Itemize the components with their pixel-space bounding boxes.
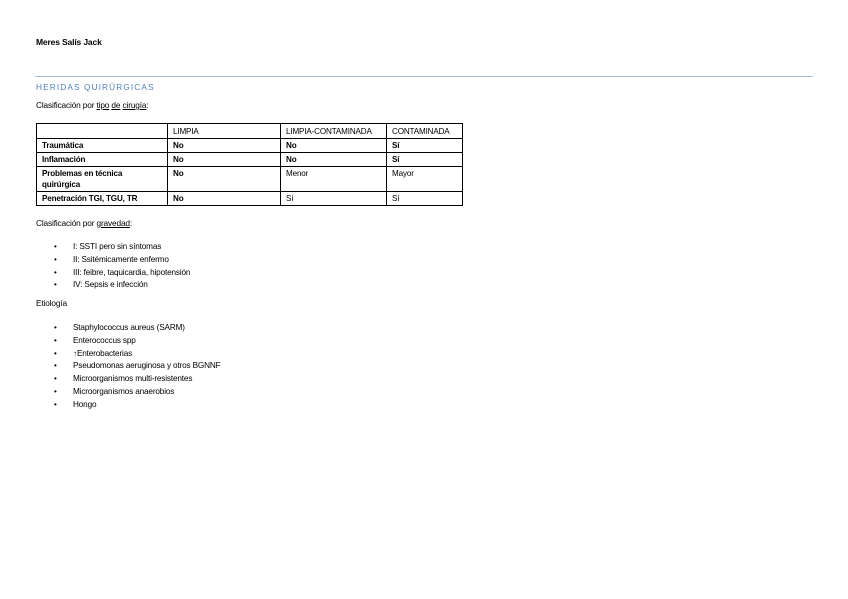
bullet-icon: • [54,335,57,345]
list-item-text: Enterococcus spp [73,335,136,345]
table-cell: No [168,139,281,153]
table-row [37,153,463,167]
section-divider [35,76,813,77]
table-cell: Menor [281,167,387,192]
heading-underlined: cirugía [122,100,147,110]
list-item [36,241,190,254]
heading-text: Clasificación por [36,100,97,110]
list-item-text: Staphylococcus aureus (SARM) [73,323,185,332]
list-item [36,322,221,335]
list-item [36,373,221,386]
table-row-header: Inflamación [37,153,168,167]
etiologia-list [36,322,221,412]
list-item [36,386,221,399]
heading-text: Clasificación por [36,218,97,228]
list-item-text: I: SSTI pero sin síntomas [73,242,162,251]
section-title: HERIDAS QUIRÚRGICAS [36,82,155,92]
bullet-icon: • [54,267,57,277]
bullet-icon: • [54,361,57,371]
list-item-text: Microorganismos anaerobios [73,386,175,396]
list-item-text: Pseudomonas aeruginosa y otros BGNNF [73,361,221,371]
list-item-text: II: Ssitémicamente enfermo [73,254,169,264]
bullet-icon: • [54,242,57,251]
clasificacion-gravedad-heading [36,218,132,228]
table-cell: Sí [387,192,463,206]
table-row-header: Penetración TGI, TGU, TR [37,192,168,206]
list-item-text: ↑Enterobacterias [73,348,133,358]
list-item [36,360,221,373]
surgery-type-table [36,123,463,206]
heading-text: : [146,100,149,110]
table-header-row [37,124,463,139]
list-item [36,399,221,412]
table-row-header: Traumática [37,139,168,153]
bullet-icon: • [54,348,57,358]
list-item [36,267,190,280]
table-cell: No [281,139,387,153]
table-cell: Sí [281,192,387,206]
list-item [36,335,221,348]
table-header-cell: LIMPIA-CONTAMINADA [281,124,387,139]
list-item-text: III: feibre, taquicardia, hipotensión [73,267,191,277]
author-name: Meres Salís Jack [36,37,102,47]
heading-underlined: de [111,100,121,110]
table-cell: Sí [387,153,463,167]
list-item-text: Hongo [73,399,97,409]
bullet-icon: • [54,374,57,384]
clasificacion-tipo-heading [36,100,149,110]
table-header-cell: CONTAMINADA [387,124,463,139]
list-item-text: Microorganismos multi-resistentes [73,374,193,384]
gravedad-list [36,241,190,292]
table-header-cell [37,124,168,139]
bullet-icon: • [54,280,57,290]
table-cell: Mayor [387,167,463,192]
heading-underlined: tipo [96,100,110,110]
table-header-cell: LIMPIA [168,124,281,139]
table-cell: Sí [387,139,463,153]
table-cell: No [168,153,281,167]
list-item [36,254,190,267]
bullet-icon: • [54,386,57,396]
heading-text: : [129,218,133,228]
table-cell: No [281,153,387,167]
table-row [37,139,463,153]
list-item [36,348,221,361]
bullet-icon: • [54,323,57,332]
bullet-icon: • [54,254,57,264]
list-item [36,279,190,292]
bullet-icon: • [54,399,57,409]
table-row-header: Problemas en técnica quirúrgica [37,167,168,192]
list-item-text: IV: Sepsis e infección [73,280,148,290]
etiologia-heading: Etiología [36,298,67,308]
heading-underlined: gravedad [96,218,130,228]
table-row [37,167,463,192]
table-cell: No [168,192,281,206]
table-row [37,192,463,206]
table-cell: No [168,167,281,192]
